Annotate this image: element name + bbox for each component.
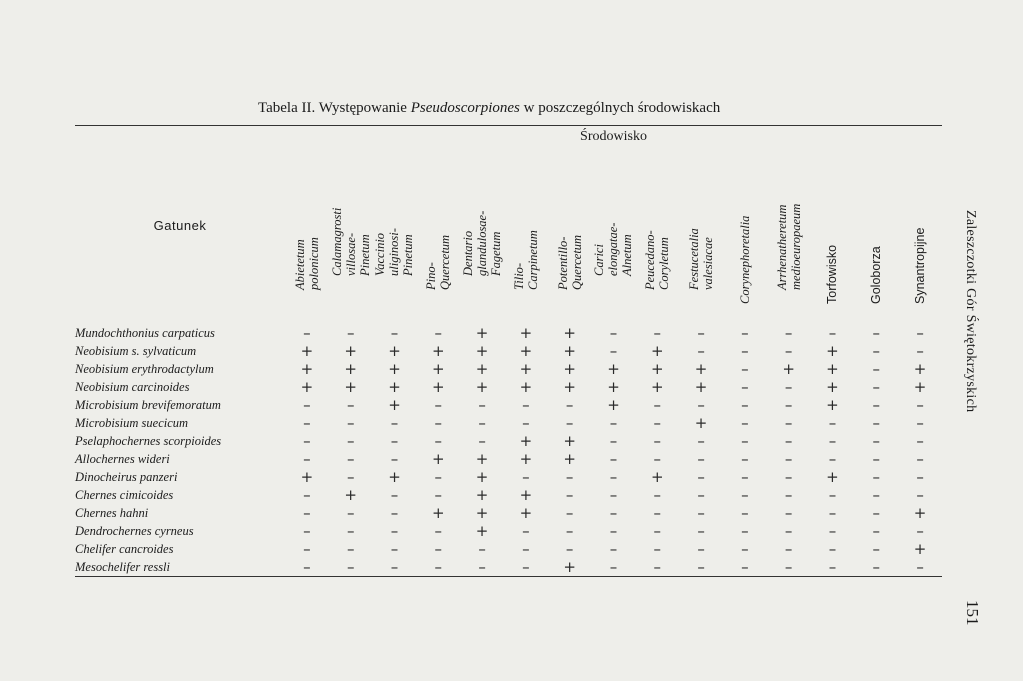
species-name: Neobisium erythrodactylum xyxy=(75,361,214,376)
occurrence-mark: – xyxy=(741,396,749,414)
occurrence-mark: – xyxy=(784,486,793,504)
occurrence-mark: – xyxy=(898,558,942,577)
environment-column-header xyxy=(811,148,855,324)
occurrence-mark: + xyxy=(826,396,839,414)
table-row xyxy=(75,342,942,360)
occurrence-mark: – xyxy=(303,396,311,414)
occurrence-mark: – xyxy=(373,558,417,577)
occurrence-mark: – xyxy=(522,396,530,414)
occurrence-mark: + xyxy=(300,468,314,486)
environment-column-header xyxy=(504,148,548,324)
species-name: Mesochelifer ressli xyxy=(75,558,285,577)
table-row xyxy=(75,486,942,504)
occurrence-mark: – xyxy=(390,414,399,432)
environment-label: Festucetalia valesiacae xyxy=(687,228,716,290)
occurrence-mark: – xyxy=(916,450,924,468)
species-name: Microbisium brevifemoratum xyxy=(75,397,221,412)
occurrence-mark: – xyxy=(565,414,574,432)
occurrence-mark: – xyxy=(854,558,898,577)
occurrence-mark: + xyxy=(694,414,708,432)
occurrence-mark: + xyxy=(563,360,576,378)
occurrence-mark: + xyxy=(563,378,576,396)
occurrence-mark: + xyxy=(344,486,357,504)
occurrence-mark: – xyxy=(872,540,880,558)
occurrence-mark: + xyxy=(826,360,839,378)
environment-label: Abietetum polonicum xyxy=(292,237,321,290)
occurrence-mark: + xyxy=(388,360,401,378)
occurrence-mark: – xyxy=(784,522,793,540)
occurrence-mark: – xyxy=(592,558,636,577)
occurrence-mark: – xyxy=(697,504,705,522)
occurrence-mark: – xyxy=(679,558,723,577)
occurrence-mark: – xyxy=(741,540,749,558)
occurrence-mark: – xyxy=(434,396,443,414)
occurrence-mark: + xyxy=(388,378,401,396)
occurrence-mark: + xyxy=(344,360,357,378)
species-name: Pselaphochernes scorpioides xyxy=(75,433,222,448)
occurrence-mark: – xyxy=(565,504,574,522)
occurrence-mark: – xyxy=(609,450,618,468)
occurrence-mark: – xyxy=(697,468,705,486)
occurrence-mark: + xyxy=(344,378,357,396)
species-column-header: Gatunek xyxy=(75,126,285,325)
occurrence-mark: – xyxy=(434,432,443,450)
occurrence-mark: – xyxy=(303,486,311,504)
occurrence-mark: – xyxy=(303,540,311,558)
occurrence-mark: – xyxy=(390,522,399,540)
occurrence-mark: + xyxy=(826,378,839,396)
occurrence-mark: – xyxy=(434,522,443,540)
occurrence-mark: – xyxy=(609,486,618,504)
occurrence-mark: – xyxy=(697,486,705,504)
occurrence-mark: + xyxy=(475,360,489,378)
occurrence-mark: – xyxy=(434,414,443,432)
environment-label: Pino-Quercetum xyxy=(424,234,453,290)
occurrence-mark: + xyxy=(650,360,664,378)
occurrence-mark: + xyxy=(519,504,533,522)
occurrence-mark: + xyxy=(563,324,576,342)
caption-taxon: Pseudoscorpiones xyxy=(410,100,520,116)
occurrence-mark: – xyxy=(741,414,749,432)
occurrence-mark: – xyxy=(828,414,837,432)
occurrence-mark: – xyxy=(741,324,749,342)
occurrence-mark: + xyxy=(650,378,664,396)
species-name: Dinocheirus panzeri xyxy=(75,469,178,484)
occurrence-mark: + xyxy=(548,558,592,577)
table-caption xyxy=(258,100,778,117)
occurrence-mark: – xyxy=(609,414,618,432)
occurrence-mark: – xyxy=(303,504,311,522)
occurrence-mark: – xyxy=(697,450,705,468)
occurrence-mark: – xyxy=(522,468,530,486)
occurrence-mark: + xyxy=(519,324,533,342)
occurrence-mark: + xyxy=(650,468,664,486)
occurrence-mark: – xyxy=(303,522,311,540)
occurrence-mark: + xyxy=(300,378,314,396)
environment-column-header xyxy=(723,148,767,324)
occurrence-mark: – xyxy=(346,396,355,414)
occurrence-mark: – xyxy=(390,486,399,504)
occurrence-mark: – xyxy=(609,342,618,360)
occurrence-mark: – xyxy=(741,504,749,522)
occurrence-mark: – xyxy=(478,414,486,432)
table-body xyxy=(75,324,942,577)
environment-column-header xyxy=(329,148,373,324)
occurrence-mark: – xyxy=(872,468,880,486)
occurrence-mark: – xyxy=(828,486,837,504)
occurrence-mark: + xyxy=(519,360,533,378)
occurrence-mark: – xyxy=(872,504,880,522)
occurrence-mark: – xyxy=(609,540,618,558)
occurrence-mark: – xyxy=(390,324,399,342)
occurrence-mark: + xyxy=(694,360,708,378)
occurrence-mark: – xyxy=(635,558,679,577)
occurrence-mark: – xyxy=(784,450,793,468)
table-row xyxy=(75,432,942,450)
occurrence-mark: + xyxy=(432,360,445,378)
occurrence-mark: + xyxy=(607,378,620,396)
environment-label: Corynephoretalia xyxy=(737,215,752,304)
occurrence-mark: – xyxy=(741,432,749,450)
occurrence-mark: – xyxy=(390,540,399,558)
occurrence-mark: + xyxy=(432,378,445,396)
occurrence-mark: – xyxy=(653,522,662,540)
occurrence-mark: – xyxy=(811,558,855,577)
occurrence-mark: – xyxy=(723,558,767,577)
occurrence-mark: – xyxy=(784,468,793,486)
occurrence-mark: – xyxy=(916,414,924,432)
environment-column-header xyxy=(635,148,679,324)
environment-label: Peucedano-Coryletum xyxy=(643,230,672,290)
occurrence-mark: – xyxy=(653,450,662,468)
occurrence-mark: – xyxy=(390,450,399,468)
occurrence-mark: + xyxy=(432,504,445,522)
occurrence-mark: – xyxy=(784,540,793,558)
table-row xyxy=(75,396,942,414)
occurrence-mark: – xyxy=(741,522,749,540)
occurrence-mark: – xyxy=(872,378,880,396)
table-row xyxy=(75,324,942,342)
occurrence-mark: – xyxy=(303,432,311,450)
occurrence-mark: – xyxy=(609,324,618,342)
occurrence-mark: + xyxy=(563,450,576,468)
occurrence-mark: + xyxy=(519,450,533,468)
occurrence-mark: + xyxy=(519,342,533,360)
occurrence-mark: + xyxy=(388,342,401,360)
occurrence-mark: – xyxy=(346,540,355,558)
environment-column-header xyxy=(460,148,504,324)
occurrence-table xyxy=(75,125,942,577)
occurrence-mark: – xyxy=(565,468,574,486)
environment-column-header xyxy=(679,148,723,324)
occurrence-mark: – xyxy=(504,558,548,577)
environment-column-header xyxy=(592,148,636,324)
occurrence-mark: + xyxy=(475,522,489,540)
species-name: Chernes cimicoides xyxy=(75,487,174,502)
species-name: Chernes hahni xyxy=(75,505,149,520)
occurrence-mark: – xyxy=(522,414,530,432)
occurrence-mark: – xyxy=(609,432,618,450)
environment-label: Dentario glandulosae- Fagetum xyxy=(461,210,504,276)
occurrence-mark: – xyxy=(872,450,880,468)
occurrence-mark: – xyxy=(916,342,924,360)
environment-group-header: Środowisko xyxy=(285,126,942,149)
species-name: Mundochthonius carpaticus xyxy=(75,325,215,340)
occurrence-mark: – xyxy=(697,522,705,540)
occurrence-mark: – xyxy=(303,414,311,432)
occurrence-mark: + xyxy=(475,504,489,522)
occurrence-mark: – xyxy=(784,432,793,450)
occurrence-mark: + xyxy=(913,504,927,522)
species-name: Dendrochernes cyrneus xyxy=(75,523,194,538)
occurrence-mark: – xyxy=(784,414,793,432)
environment-label: Arrhenatheretum medioeuropaeum xyxy=(774,203,803,290)
occurrence-mark: – xyxy=(434,468,443,486)
occurrence-mark: – xyxy=(303,450,311,468)
occurrence-mark: – xyxy=(329,558,373,577)
occurrence-mark: + xyxy=(607,360,620,378)
table-row xyxy=(75,540,942,558)
table-row xyxy=(75,558,942,577)
occurrence-mark: – xyxy=(916,522,924,540)
occurrence-mark: + xyxy=(913,360,927,378)
occurrence-mark: + xyxy=(300,360,314,378)
table-row xyxy=(75,360,942,378)
occurrence-mark: – xyxy=(784,504,793,522)
occurrence-mark: – xyxy=(916,468,924,486)
running-head xyxy=(962,210,984,450)
occurrence-mark: – xyxy=(478,540,486,558)
occurrence-mark: – xyxy=(478,396,486,414)
occurrence-mark: – xyxy=(653,432,662,450)
occurrence-mark: – xyxy=(741,360,749,378)
occurrence-mark: + xyxy=(782,360,795,378)
occurrence-mark: – xyxy=(565,486,574,504)
occurrence-mark: – xyxy=(565,396,574,414)
environment-column-header xyxy=(416,148,460,324)
occurrence-mark: – xyxy=(434,486,443,504)
occurrence-mark: + xyxy=(388,468,401,486)
occurrence-mark: – xyxy=(565,540,574,558)
environment-label: Tilio-Carpinetum xyxy=(511,230,540,290)
occurrence-mark: – xyxy=(565,522,574,540)
occurrence-mark: – xyxy=(346,522,355,540)
environment-column-header xyxy=(767,148,811,324)
occurrence-mark: + xyxy=(826,342,839,360)
occurrence-mark: + xyxy=(300,342,314,360)
species-name: Chelifer cancroides xyxy=(75,541,174,556)
occurrence-mark: – xyxy=(346,414,355,432)
occurrence-mark: – xyxy=(872,396,880,414)
occurrence-mark: – xyxy=(872,414,880,432)
table-row xyxy=(75,450,942,468)
occurrence-mark: + xyxy=(826,468,839,486)
occurrence-mark: + xyxy=(913,540,927,558)
occurrence-mark: + xyxy=(519,378,533,396)
occurrence-mark: + xyxy=(475,324,489,342)
environment-label: Potentillo-Quercetum xyxy=(555,234,584,290)
occurrence-mark: – xyxy=(741,378,749,396)
species-name: Microbisium suecicum xyxy=(75,415,189,430)
occurrence-mark: – xyxy=(916,486,924,504)
occurrence-mark: – xyxy=(828,450,837,468)
environment-column-header xyxy=(898,148,942,324)
occurrence-mark: – xyxy=(346,432,355,450)
occurrence-mark: – xyxy=(784,342,793,360)
species-name: Neobisium carcinoides xyxy=(75,379,190,394)
occurrence-mark: – xyxy=(828,504,837,522)
table-row xyxy=(75,414,942,432)
species-name: Allochernes wideri xyxy=(75,451,170,466)
occurrence-mark: + xyxy=(475,486,489,504)
occurrence-mark: – xyxy=(609,468,618,486)
occurrence-mark: – xyxy=(346,324,355,342)
environment-column-header xyxy=(548,148,592,324)
environment-label: Vaccinio uliginosi- Pinetum xyxy=(373,228,416,276)
occurrence-mark: + xyxy=(519,432,533,450)
environment-label: Calamagrosti villosae- Pinetum xyxy=(329,207,372,276)
occurrence-mark: – xyxy=(697,324,705,342)
occurrence-mark: – xyxy=(609,504,618,522)
occurrence-mark: + xyxy=(563,432,576,450)
occurrence-mark: + xyxy=(432,450,445,468)
occurrence-mark: + xyxy=(519,486,533,504)
occurrence-mark: + xyxy=(913,378,927,396)
occurrence-mark: – xyxy=(653,504,662,522)
occurrence-mark: + xyxy=(475,342,489,360)
occurrence-mark: – xyxy=(767,558,811,577)
occurrence-mark: – xyxy=(478,432,486,450)
caption-suffix: w poszczególnych środowiskach xyxy=(519,100,721,116)
occurrence-mark: – xyxy=(872,486,880,504)
occurrence-mark: – xyxy=(653,486,662,504)
occurrence-mark: + xyxy=(432,342,445,360)
occurrence-mark: – xyxy=(653,414,662,432)
occurrence-mark: – xyxy=(346,450,355,468)
table-row xyxy=(75,504,942,522)
occurrence-mark: – xyxy=(434,324,443,342)
occurrence-mark: – xyxy=(872,324,880,342)
occurrence-mark: + xyxy=(607,396,620,414)
running-head-text: Zaleszczotki Gór Świętokrzyskich xyxy=(963,210,978,413)
occurrence-mark: – xyxy=(653,324,662,342)
occurrence-mark: + xyxy=(650,342,664,360)
occurrence-mark: – xyxy=(784,324,793,342)
occurrence-mark: + xyxy=(388,396,401,414)
occurrence-mark: + xyxy=(475,378,489,396)
occurrence-mark: – xyxy=(697,342,705,360)
occurrence-mark: – xyxy=(346,468,355,486)
occurrence-mark: – xyxy=(390,432,399,450)
occurrence-mark: – xyxy=(741,468,749,486)
environment-column-header xyxy=(285,148,329,324)
occurrence-mark: – xyxy=(872,360,880,378)
page-number-text: 151 xyxy=(963,600,982,626)
caption-prefix: Tabela II. Występowanie xyxy=(258,100,411,116)
environment-label: Goloborza xyxy=(869,246,884,304)
occurrence-mark: – xyxy=(741,450,749,468)
occurrence-mark: + xyxy=(563,342,576,360)
occurrence-mark: – xyxy=(285,558,329,577)
table-row xyxy=(75,378,942,396)
occurrence-mark: + xyxy=(475,468,489,486)
occurrence-mark: + xyxy=(694,378,708,396)
occurrence-mark: + xyxy=(344,342,357,360)
occurrence-mark: – xyxy=(697,396,705,414)
occurrence-mark: – xyxy=(784,396,793,414)
occurrence-mark: – xyxy=(460,558,504,577)
occurrence-mark: – xyxy=(916,396,924,414)
occurrence-mark: – xyxy=(872,432,880,450)
environment-column-header xyxy=(854,148,898,324)
occurrence-mark: – xyxy=(434,540,443,558)
occurrence-mark: – xyxy=(828,324,837,342)
occurrence-mark: – xyxy=(522,522,530,540)
occurrence-mark: – xyxy=(303,324,311,342)
occurrence-mark: – xyxy=(653,540,662,558)
occurrence-mark: + xyxy=(475,450,489,468)
page-number xyxy=(962,600,986,640)
occurrence-mark: – xyxy=(697,432,705,450)
occurrence-mark: – xyxy=(522,540,530,558)
occurrence-mark: – xyxy=(697,540,705,558)
occurrence-mark: – xyxy=(741,342,749,360)
environment-label: Synantropijne xyxy=(913,227,928,304)
occurrence-mark: – xyxy=(872,522,880,540)
occurrence-mark: – xyxy=(916,432,924,450)
occurrence-mark: – xyxy=(653,396,662,414)
environment-column-header xyxy=(373,148,417,324)
occurrence-mark: – xyxy=(346,504,355,522)
occurrence-mark: – xyxy=(741,486,749,504)
environment-label: Carici elongatae- Alnetum xyxy=(592,222,635,276)
occurrence-mark: – xyxy=(784,378,793,396)
occurrence-mark: – xyxy=(828,432,837,450)
occurrence-mark: – xyxy=(390,504,399,522)
table-row xyxy=(75,468,942,486)
occurrence-mark: – xyxy=(609,522,618,540)
occurrence-mark: – xyxy=(828,540,837,558)
occurrence-mark: – xyxy=(872,342,880,360)
occurrence-mark: – xyxy=(916,324,924,342)
occurrence-mark: – xyxy=(828,522,837,540)
environment-label: Torfowisko xyxy=(825,244,840,304)
table-row xyxy=(75,522,942,540)
species-name: Neobisium s. sylvaticum xyxy=(75,343,197,358)
occurrence-mark: – xyxy=(416,558,460,577)
